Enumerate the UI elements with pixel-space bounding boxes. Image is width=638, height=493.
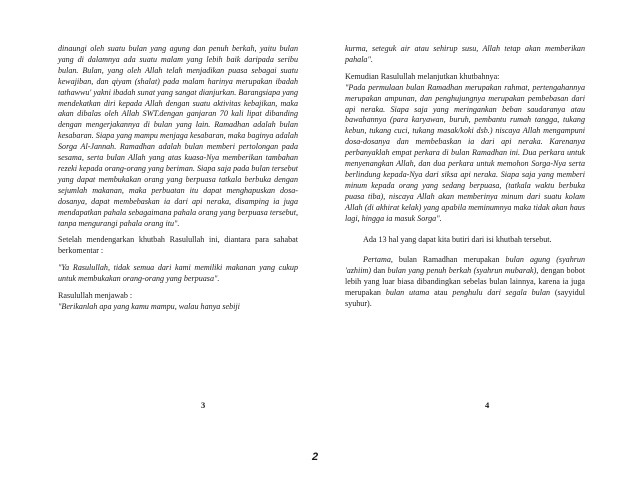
left-paragraph-1: dinaungi oleh suatu bulan yang agung dan penuh berkah, yaitu bulan yang di dalamnya ada suatu malam yang lebih baik daripada seribu bulan. Bulan, yang oleh Allah telah menjadikan puasa sebagai suatu kewajiban, dan qiyam (shalat) pada malam harinya merupakan ibadah tathawwu' yakni ibadah sunat yang sangat dianjurkan. Barangsiapa yang mendekatkan diri kepada Allah dengan suatu aktivitas kebajikan, maka akan dibalas oleh Allah SWT.dengan ganjaran 70 kali lipat dibanding dengan mengerjakannya di bulan yang lain. Ramadhan adalah bulan kesabaran. Siapa yang mampu menjaga kesabaran, maka baginya adalah Sorga Al-Jannah. Ramadhan adalah bulan memberi pertolongan pada sesama, serta bulan Allah yang atas kuasa-Nya memberikan tambahan rezeki kepada orang-orang yang beriman. Siapa saja pada bulan tersebut yang dapat membukakan orang yang berpuasa tatkala berbuka dengan sejumlah makanan, maka perbuatan itu dapat menghapuskan dosa-dosanya, dapat membebaskan ia dari api neraka, disamping ia juga mendapatkan pahala sebagaimana pahala orang yang berpuasa tersebut, tanpa mengurangi pahala orang itu". <box>58 44 298 228</box>
text-run: (sayyidul syuhur). <box>345 288 585 309</box>
text-run: , dengan bobot lebih yang luar biasa dibandingkan sebelas bulan lainnya, karena ia juga merupakan <box>345 266 585 298</box>
text-run: bulan utama <box>385 288 430 298</box>
right-paragraph-3: "Pada permulaan bulan Ramadhan merupakan rahmat, pertengahannya merupakan ampunan, dan penghujungnya merupakan pembebasan dari api neraka. Siapa saja yang meringankan beban saudaranya atau bawahannya (para karyawan, buruh, pembantu rumah tangga, tukang kebun, tukang cuci, tukang masak/koki dsb.) niscaya Allah mengampuni dosa-dosanya dan membebaskan ia dari api neraka. Karenanya perbanyaklah empat perkara di bulan Ramadhan ini. Dua perkara untuk menyenangkan Allah, dan dua perkara untuk memohon Sorga-Nya serta berlindung kepada-Nya dari siksa api neraka. Siapa saja yang memberi minum kepada orang yang sedang berpuasa, (tatkala waktu berbuka puasa tiba), niscaya Allah akan memberinya minum dari suatu kolam Allah (di akhirat kelak) yang apabila meminumnya maka tidak akan haus lagi, hingga ia masuk Sorga". <box>345 82 585 223</box>
left-paragraph-3: "Ya Rasulullah, tidak semua dari kami memiliki makanan yang cukup untuk membukakan orang-orang yang berpuasa". <box>58 263 298 284</box>
text-run: dan <box>371 266 388 276</box>
text-run: , bulan Ramadhan merupakan <box>390 255 506 265</box>
left-page-number: 3 <box>201 400 206 410</box>
left-paragraph-2: Setelah mendengarkan khutbah Rasulullah ini, diantara para sahabat berkomentar : <box>58 235 298 256</box>
right-page-column <box>345 44 585 316</box>
left-paragraph-5: "Berikanlah apa yang kamu mampu, walau hanya sebiji <box>58 301 240 311</box>
right-paragraph-4: Ada 13 hal yang dapat kita butiri dari isi khutbah tersebut. <box>363 234 552 244</box>
text-run: bulan agung (syahrun 'azhiim) <box>345 255 585 276</box>
text-run: atau <box>429 288 453 298</box>
sheet-number: 2 <box>312 451 319 463</box>
text-run: penghulu dari segala bulan <box>452 288 551 298</box>
right-page-number: 4 <box>485 400 490 410</box>
right-paragraph-5 <box>345 255 585 310</box>
left-paragraph-4: Rasulullah menjawab : <box>58 291 133 301</box>
right-paragraph-1: kurma, seteguk air atau sehirup susu, Allah tetap akan memberikan pahala". <box>345 44 585 64</box>
text-run: bulan yang penuh berkah (syahrun mubarak) <box>387 266 537 276</box>
pertama-lead: Pertama <box>363 255 391 265</box>
right-paragraph-2: Kemudian Rasulullah melanjutkan khutbahnya: <box>345 71 500 81</box>
left-page-column <box>58 44 298 319</box>
